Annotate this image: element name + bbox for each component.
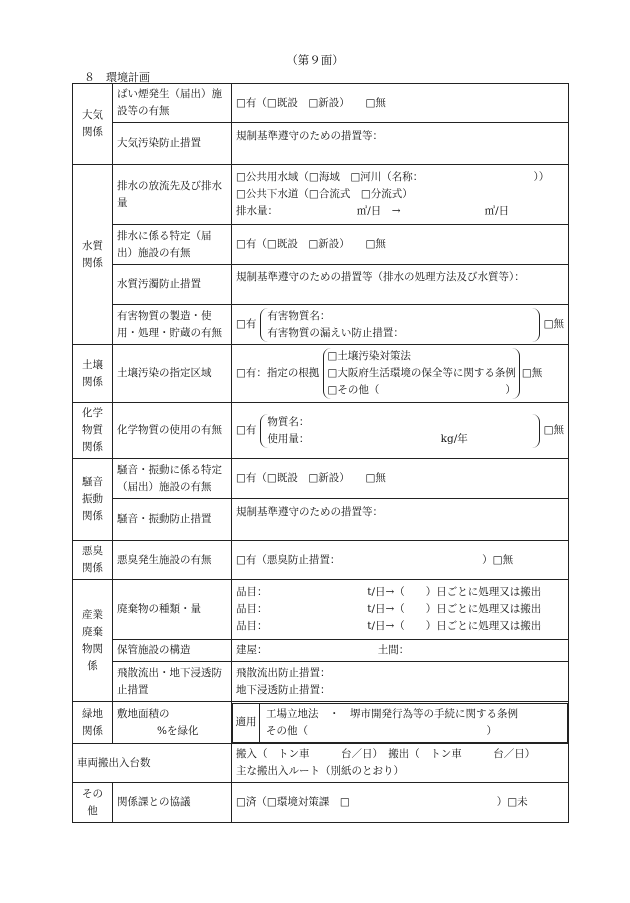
air-category: 大気関係 xyxy=(73,84,113,165)
odor-label: 悪臭発生施設の有無 xyxy=(113,541,232,580)
water-discharge-line2: □公共下水道（□合流式 □分流式） xyxy=(236,188,413,200)
soil-yes[interactable]: □有：指定の根拠 xyxy=(236,367,320,379)
water-hazard-no[interactable]: □無 xyxy=(543,318,564,330)
soil-opt3[interactable]: □その他（ ） xyxy=(327,384,516,396)
section-title: ８ 環境計画 xyxy=(84,71,150,84)
soil-value[interactable] xyxy=(232,345,569,403)
green-apply-line1: 工場立地法 ・ 堺市開発行為等の手続に関する条例 xyxy=(266,707,518,720)
water-pollution-label: 水質汚濁防止措置 xyxy=(113,265,232,305)
chem-category: 化学物質関係 xyxy=(73,403,113,459)
waste-scatter-label: 飛散流出・地下浸透防止措置 xyxy=(113,662,232,702)
noise-facility-value[interactable]: □有（□既設 □新設） □無 xyxy=(232,459,569,499)
other-category: その他 xyxy=(73,783,113,823)
water-facility-value[interactable]: □有（□既設 □新設） □無 xyxy=(232,225,569,265)
odor-value[interactable]: □有（悪臭防止措置： ）□無 xyxy=(232,541,569,580)
green-category: 緑地関係 xyxy=(73,702,113,744)
environment-plan-table xyxy=(72,83,569,823)
air-pollution-value[interactable]: 規制基準遵守のための措置等： xyxy=(232,123,569,165)
green-apply-options[interactable] xyxy=(260,703,568,742)
noise-prevention-label: 騒音・振動防止措置 xyxy=(113,499,232,541)
odor-category: 悪臭関係 xyxy=(73,541,113,580)
green-label[interactable] xyxy=(113,702,232,744)
noise-prevention-value[interactable]: 規制基準遵守のための措置等： xyxy=(232,499,569,541)
water-hazard-name: 有害物質名： xyxy=(267,309,331,322)
waste-storage-label: 保管施設の構造 xyxy=(113,640,232,662)
water-hazard-value[interactable] xyxy=(232,305,569,345)
soil-opt2[interactable]: □大阪府生活環境の保全等に関する条例 xyxy=(327,367,516,379)
soil-opt1[interactable]: □土壌汚染対策法 xyxy=(327,350,411,362)
chem-yes[interactable]: □有 xyxy=(236,424,257,436)
air-facility-label: ばい煙発生（届出）施設等の有無 xyxy=(113,84,232,123)
chem-value[interactable] xyxy=(232,403,569,459)
green-apply-line2: その他（ ） xyxy=(266,724,497,737)
chem-amount: 使用量： kg/年 xyxy=(267,432,468,445)
chem-label: 化学物質の使用の有無 xyxy=(113,403,232,459)
vehicle-line2: 主な搬出入ルート（別紙のとおり） xyxy=(236,765,404,777)
noise-facility-label: 騒音・振動に係る特定（届出）施設の有無 xyxy=(113,459,232,499)
soil-category: 土壌関係 xyxy=(73,345,113,403)
chem-no[interactable]: □無 xyxy=(543,424,564,436)
green-label-line2: %を緑化 xyxy=(157,724,199,737)
water-discharge-label: 排水の放流先及び排水量 xyxy=(113,165,232,225)
water-hazard-leak: 有害物質の漏えい防止措置： xyxy=(267,326,404,339)
waste-scatter-line1: 飛散流出防止措置： xyxy=(236,666,331,679)
waste-item-3: 品目： t/日→（ ）日ごとに処理又は搬出 xyxy=(236,620,542,632)
air-facility-value[interactable]: □有（□既設 □新設） □無 xyxy=(232,84,569,123)
vehicle-value[interactable] xyxy=(232,744,569,783)
waste-storage-value[interactable]: 建屋： 土間： xyxy=(232,640,569,662)
waste-type-value[interactable] xyxy=(232,580,569,640)
green-label-line1: 敷地面積の xyxy=(117,707,170,720)
water-category: 水質関係 xyxy=(73,165,113,345)
soil-label: 土壌汚染の指定区域 xyxy=(113,345,232,403)
vehicle-label: 車両搬出入台数 xyxy=(73,744,232,783)
waste-category: 産業廃棄物関係 xyxy=(73,580,113,702)
other-label: 関係課との協議 xyxy=(113,783,232,823)
waste-scatter-value[interactable] xyxy=(232,662,569,702)
water-hazard-yes[interactable]: □有 xyxy=(236,318,257,330)
water-hazard-bracket xyxy=(260,308,539,342)
water-discharge-value[interactable] xyxy=(232,165,569,225)
waste-item-1: 品目： t/日→（ ）日ごとに処理又は搬出 xyxy=(236,586,542,598)
noise-category: 騒音振動関係 xyxy=(73,459,113,541)
soil-bracket xyxy=(323,348,519,399)
water-hazard-label: 有害物質の製造・使用・処理・貯蔵の有無 xyxy=(113,305,232,345)
page-title: （第９面） xyxy=(286,53,344,67)
waste-scatter-line2: 地下浸透防止措置： xyxy=(236,683,331,696)
green-apply-table xyxy=(232,703,568,743)
air-pollution-label: 大気汚染防止措置 xyxy=(113,123,232,165)
soil-no[interactable]: □無 xyxy=(521,367,543,379)
waste-type-label: 廃棄物の種類・量 xyxy=(113,580,232,640)
vehicle-line1: 搬入（ トン車 台／日） 搬出（ トン車 台／日） xyxy=(236,748,536,760)
water-discharge-line1: □公共用水域（□海域 □河川（名称： ）） xyxy=(236,171,550,183)
water-discharge-line3: 排水量： ㎥/日 → ㎥/日 xyxy=(236,205,510,217)
water-pollution-value[interactable]: 規制基準遵守のための措置等（排水の処理方法及び水質等）： xyxy=(232,265,569,305)
water-facility-label: 排水に係る特定（届出）施設の有無 xyxy=(113,225,232,265)
green-apply-cell xyxy=(232,702,569,744)
other-value[interactable]: □済（□環境対策課 □ ）□未 xyxy=(232,783,569,823)
chem-substance: 物質名： xyxy=(267,415,310,428)
waste-item-2: 品目： t/日→（ ）日ごとに処理又は搬出 xyxy=(236,603,542,615)
chem-bracket xyxy=(260,414,539,448)
green-apply-label: 適用 xyxy=(233,703,260,742)
